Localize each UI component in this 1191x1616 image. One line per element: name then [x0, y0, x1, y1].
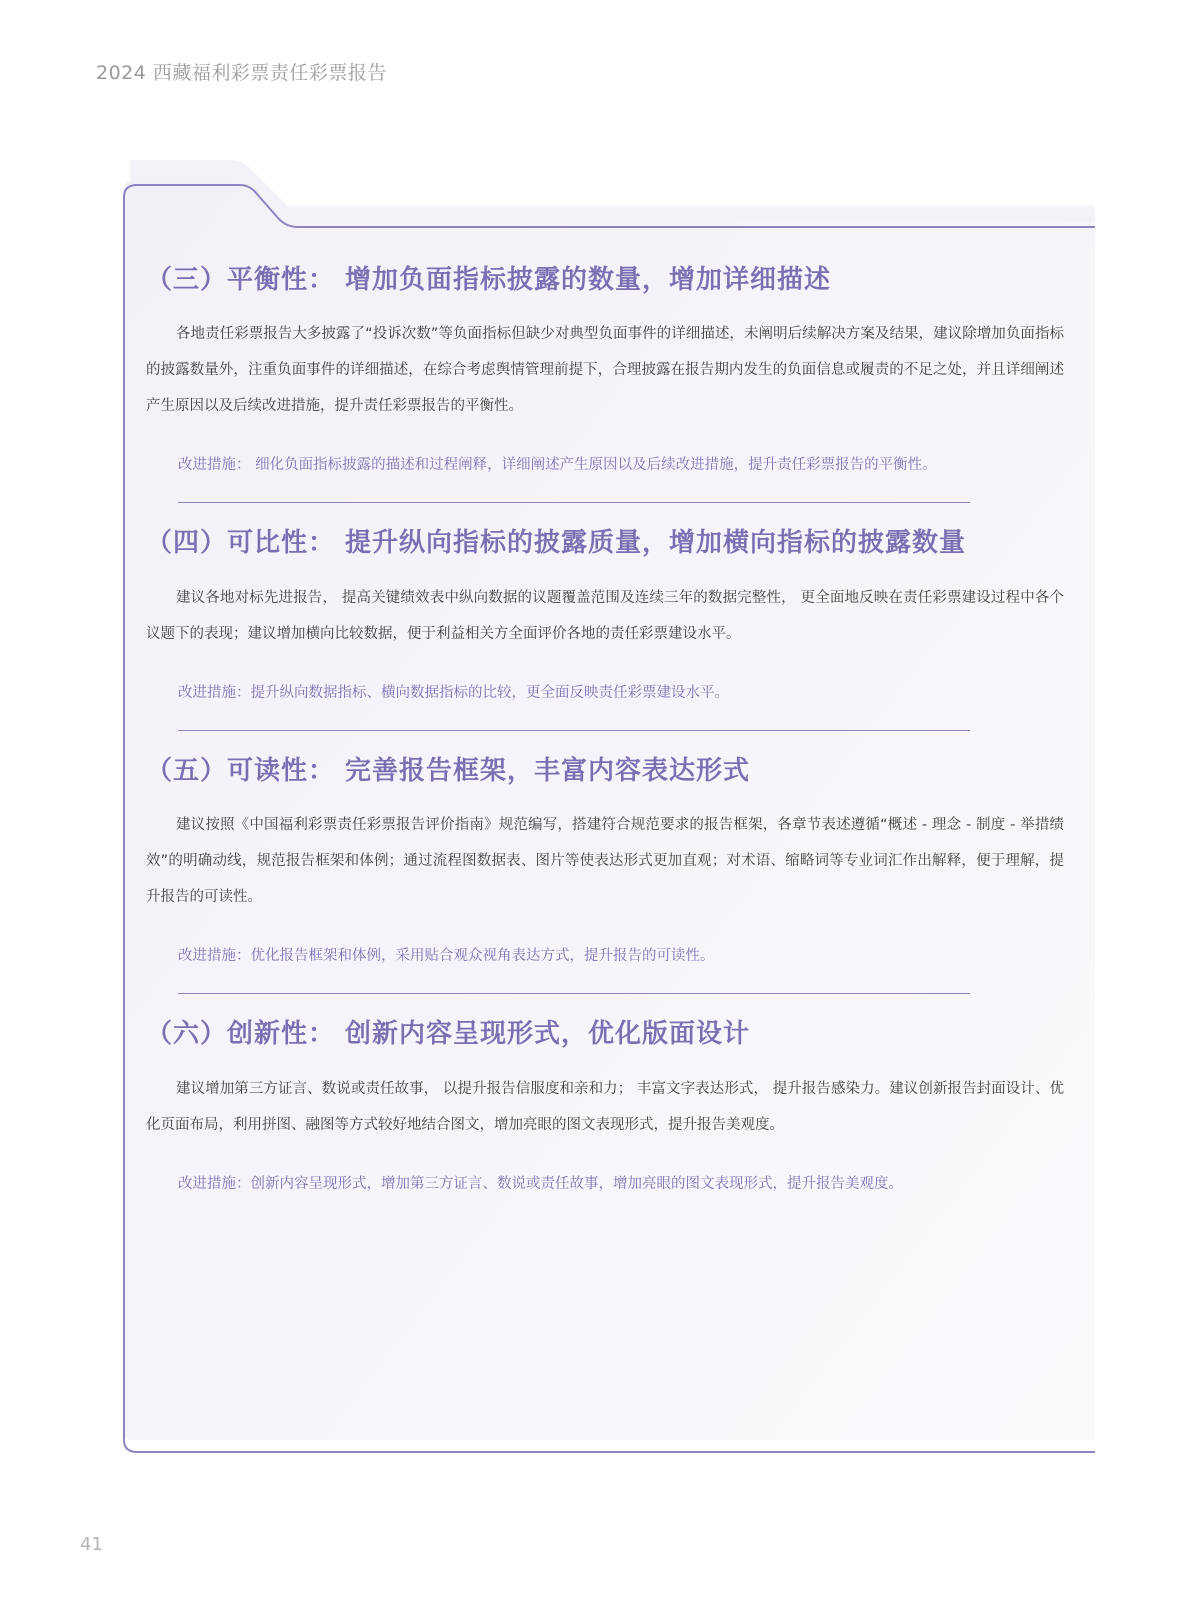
section-body: 各地责任彩票报告大多披露了“投诉次数”等负面指标但缺少对典型负面事件的详细描述，未阐明后续解决方案及结果，建议除增加负面指标的披露数量外，注重负面事件的详细描述，在综合考虑舆情管理前提下，合理披露在报告期内发生的负面信息或履责的不足之处，并且详细阐述产生原因以及后续改进措施，提升责任彩票报告的平衡性。 [146, 326, 1064, 415]
section-body: 建议各地对标先进报告， 提高关键绩效表中纵向数据的议题覆盖范围及连续三年的数据完整性， 更全面地反映在责任彩票建设过程中各个议题下的表现；建议增加横向比较数据，便于利益相关方全面评价各地的责任彩票建设水平。 [146, 589, 1064, 642]
content-area [146, 262, 1064, 1195]
section-divider [178, 730, 970, 731]
section-divider [178, 502, 970, 503]
improvement-measure: 改进措施：优化报告框架和体例，采用贴合观众视角表达方式，提升报告的可读性。 [178, 948, 715, 965]
section-balance [146, 262, 1064, 476]
section-body: 建议按照《中国福利彩票责任彩票报告评价指南》规范编写，搭建符合规范要求的报告框架，各章节表述遵循“概述 - 理念 - 制度 - 举措绩效”的明确动线，规范报告框架和体例；通过流程图数据表、图片等使表达形式更加直观；对术语、缩略词等专业词汇作出解释，便于理解，提升报告的可读性。 [146, 817, 1064, 906]
section-heading: （六）创新性： 创新内容呈现形式，优化版面设计 [146, 1019, 751, 1050]
section-heading: （五）可读性： 完善报告框架，丰富内容表达形式 [146, 755, 751, 786]
section-heading: （三）平衡性： 增加负面指标披露的数量，增加详细描述 [146, 265, 832, 295]
section-body: 建议增加第三方证言、数说或责任故事， 以提升报告信服度和亲和力； 丰富文字表达形式， 提升报告感染力。建议创新报告封面设计、优化页面布局，利用拼图、融图等方式较好地结合图文，增加亮眼的图文表现形式，提升报告美观度。 [146, 1080, 1064, 1133]
section-comparability [146, 525, 1064, 703]
running-header: 2024 西藏福利彩票责任彩票报告 [96, 62, 387, 84]
page-number: 41 [80, 1534, 103, 1555]
section-innovation [146, 1016, 1064, 1194]
improvement-measure: 改进措施：提升纵向数据指标、横向数据指标的比较，更全面反映责任彩票建设水平。 [178, 684, 729, 701]
section-readability [146, 753, 1064, 967]
section-heading: （四）可比性： 提升纵向指标的披露质量，增加横向指标的披露数量 [146, 528, 967, 559]
improvement-measure: 改进措施： 细化负面指标披露的描述和过程阐释，详细阐述产生原因以及后续改进措施，提升责任彩票报告的平衡性。 [178, 457, 937, 474]
section-divider [178, 993, 970, 994]
improvement-measure: 改进措施：创新内容呈现形式，增加第三方证言、数说或责任故事，增加亮眼的图文表现形式，提升报告美观度。 [178, 1175, 903, 1192]
